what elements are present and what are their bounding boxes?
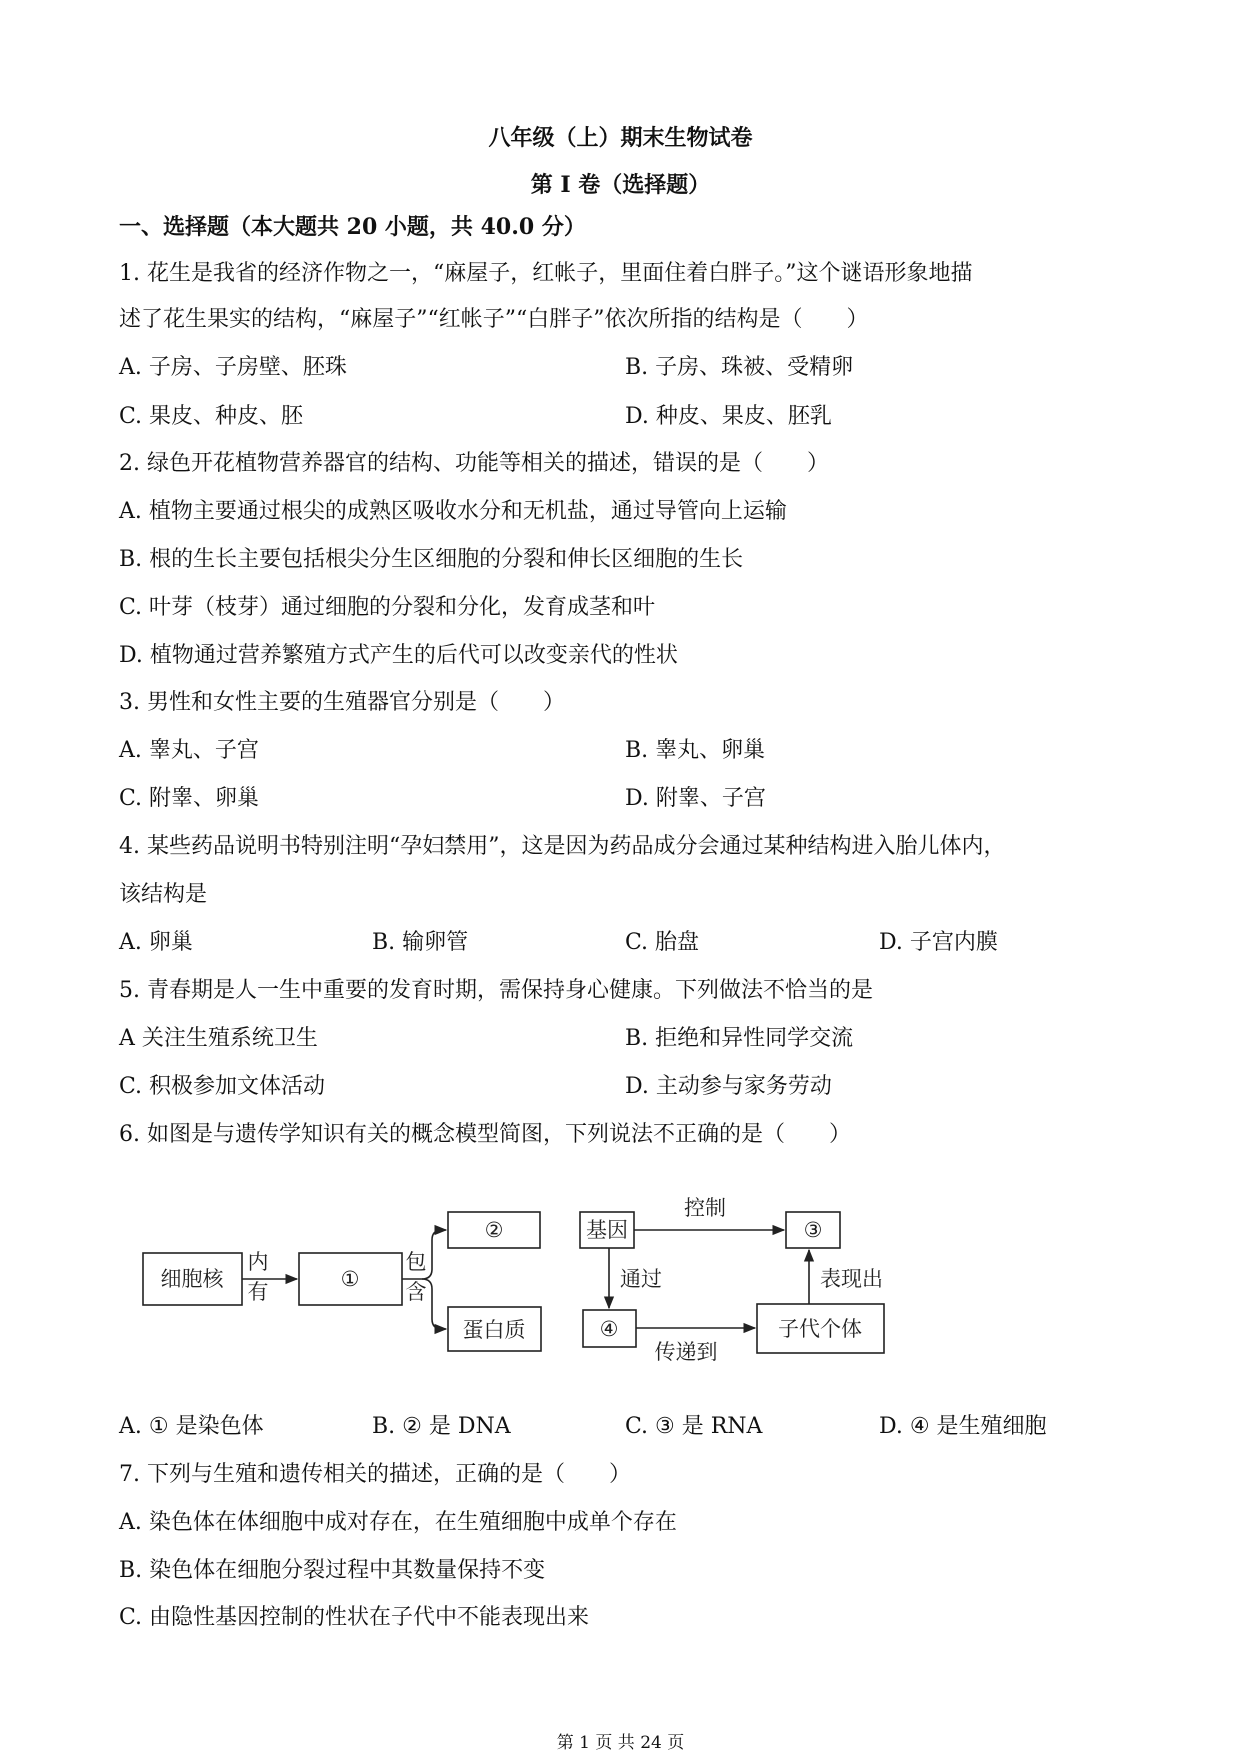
q3-option-d: D. 附睾、子宫 — [625, 786, 766, 811]
diagram-label-nucleus: 细胞核 — [160, 1267, 224, 1291]
diagram-label-pass-to: 传递到 — [654, 1340, 718, 1364]
q2-option-b: B. 根的生长主要包括根尖分生区细胞的分裂和伸长区细胞的生长 — [119, 547, 744, 572]
diagram-label-express: 表现出 — [820, 1267, 883, 1291]
q7-option-b: B. 染色体在细胞分裂过程中其数量保持不变 — [119, 1558, 546, 1583]
q4-option-a: A. 卵巢 — [119, 930, 193, 955]
diagram-label-contains-top: 内 — [247, 1250, 269, 1274]
q5-option-b: B. 拒绝和异性同学交流 — [625, 1026, 854, 1051]
diagram-label-control: 控制 — [684, 1196, 726, 1220]
q1-stem-line1: 1. 花生是我省的经济作物之一，“麻屋子，红帐子，里面住着白胖子。”这个谜语形象地描 — [119, 261, 973, 286]
q6-option-b: B. ② 是 DNA — [372, 1414, 511, 1439]
q1-option-a: A. 子房、子房壁、胚珠 — [119, 355, 347, 380]
diagram-label-1: ① — [340, 1267, 360, 1291]
q2-option-c: C. 叶芽（枝芽）通过细胞的分裂和分化，发育成茎和叶 — [119, 595, 656, 620]
diagram-label-4: ④ — [599, 1317, 619, 1341]
diagram-label-offspring: 子代个体 — [778, 1317, 862, 1341]
q6-option-c: C. ③ 是 RNA — [625, 1414, 763, 1439]
diagram-label-gene: 基因 — [586, 1218, 628, 1242]
q4-stem-line2: 该结构是 — [119, 882, 208, 907]
q6-stem: 6. 如图是与遗传学知识有关的概念模型简图，下列说法不正确的是（ ） — [119, 1122, 851, 1147]
q5-option-a: A 关注生殖系统卫生 — [119, 1026, 318, 1051]
q3-option-c: C. 附睾、卵巢 — [119, 786, 260, 811]
q1-option-d: D. 种皮、果皮、胚乳 — [625, 404, 832, 429]
diagram-label-through: 通过 — [620, 1267, 662, 1291]
diagram-label-includes-top: 包 — [405, 1250, 427, 1274]
q5-stem: 5. 青春期是人一生中重要的发育时期，需保持身心健康。下列做法不恰当的是 — [119, 978, 873, 1003]
q4-option-d: D. 子宫内膜 — [879, 930, 998, 955]
q3-stem: 3. 男性和女性主要的生殖器官分别是（ ） — [119, 690, 565, 715]
exam-title: 八年级（上）期末生物试卷 — [488, 125, 753, 151]
q1-option-c: C. 果皮、种皮、胚 — [119, 404, 304, 429]
q7-option-c: C. 由隐性基因控制的性状在子代中不能表现出来 — [119, 1605, 590, 1630]
diagram-label-contains-bottom: 有 — [247, 1280, 269, 1304]
q4-option-c: C. 胎盘 — [625, 930, 700, 955]
exam-subtitle: 第 I 卷（选择题） — [530, 172, 711, 198]
diagram-label-2: ② — [484, 1218, 504, 1242]
q5-option-d: D. 主动参与家务劳动 — [625, 1074, 832, 1099]
q1-stem-line2: 述了花生果实的结构，“麻屋子”“红帐子”“白胖子”依次所指的结构是（ ） — [119, 307, 869, 332]
q3-option-a: A. 睾丸、子宫 — [119, 738, 259, 763]
q2-option-d: D. 植物通过营养繁殖方式产生的后代可以改变亲代的性状 — [119, 643, 678, 668]
q2-stem: 2. 绿色开花植物营养器官的结构、功能等相关的描述，错误的是（ ） — [119, 451, 829, 476]
diagram-label-protein: 蛋白质 — [462, 1318, 526, 1342]
genetics-concept-diagram — [140, 1185, 910, 1375]
q4-stem-line1: 4. 某些药品说明书特别注明“孕妇禁用”，这是因为药品成分会通过某种结构进入胎儿体内， — [119, 834, 1006, 859]
q6-option-d: D. ④ 是生殖细胞 — [879, 1414, 1047, 1439]
q4-option-b: B. 输卵管 — [372, 930, 469, 955]
section-heading: 一、选择题（本大题共 20 小题，共 40.0 分） — [119, 214, 586, 240]
q1-option-b: B. 子房、珠被、受精卵 — [625, 355, 854, 380]
q5-option-c: C. 积极参加文体活动 — [119, 1074, 326, 1099]
diagram-label-includes-bottom: 含 — [405, 1280, 427, 1304]
page-footer: 第 1 页 共 24 页 — [556, 1733, 685, 1753]
diagram-label-3: ③ — [803, 1218, 823, 1242]
q7-option-a: A. 染色体在体细胞中成对存在，在生殖细胞中成单个存在 — [119, 1510, 677, 1535]
q2-option-a: A. 植物主要通过根尖的成熟区吸收水分和无机盐，通过导管向上运输 — [119, 499, 787, 524]
q6-option-a: A. ① 是染色体 — [119, 1414, 264, 1439]
q7-stem: 7. 下列与生殖和遗传相关的描述，正确的是（ ） — [119, 1462, 631, 1487]
q3-option-b: B. 睾丸、卵巢 — [625, 738, 766, 763]
